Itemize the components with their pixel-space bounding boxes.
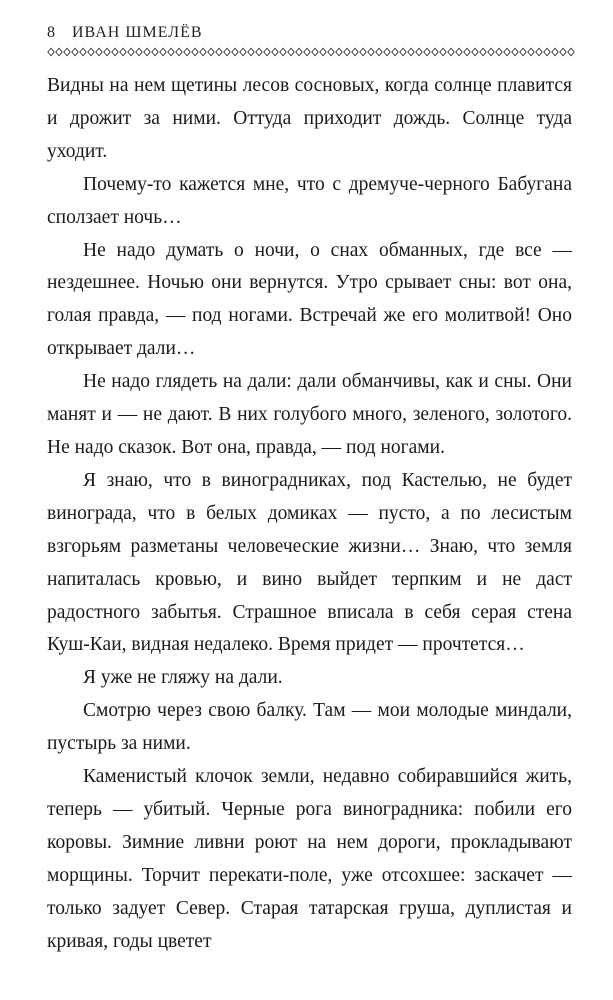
paragraph: Почему-то кажется мне, что с дремуче-черного Бабугана сползает ночь… [47,173,572,228]
page-body-text [47,70,572,958]
running-title: ИВАН ШМЕЛЁВ [72,24,203,41]
paragraph: Каменистый клочок земли, недавно собиравшийся жить, теперь — убитый. Черные рога виноградника: побили его коровы. Зимние ливни роют на нем дороги, прокладывают морщины. Торчит перекати-поле, уже отсохшее: заскачет — только задует Север. Старая татарская груша, дуплистая и кривая, годы цветет [47,766,572,952]
running-header [47,24,573,44]
paragraph: Я уже не гляжу на дали. [83,667,283,689]
paragraph: Не надо глядеть на дали: дали обманчивы, как и сны. Они манят и — не дают. В них голубого много, зеленого, золотого. Не надо сказок. Вот она, правда, — под ногами. [47,371,572,458]
paragraph: Смотрю через свою балку. Там — мои молодые миндали, пустырь за ними. [47,700,572,755]
header-ornament-divider [47,47,575,57]
paragraph: Я знаю, что в виноградниках, под Кастелью, не будет винограда, что в белых домиках — пусто, а по лесистым взгорьям разметаны человеческие жизни… Знаю, что земля напиталась кровью, и вино выйдет терпким и не даст радостного забытья. Страшное вписала в себя серая стена Куш-Каи, видная недалеко. Время придет — прочтется… [47,469,572,656]
paragraph: Не надо думать о ночи, о снах обманных, где все — нездешнее. Ночью они вернутся. Утро срывает сны: вот она, голая правда, — под ногами. Встречай же его молитвой! Оно открывает дали… [47,239,572,360]
page-number: 8 [47,24,56,41]
paragraph: Видны на нем щетины лесов сосновых, когда солнце плавится и дрожит за ними. Оттуда приходит дождь. Солнце туда уходит. [47,75,572,162]
